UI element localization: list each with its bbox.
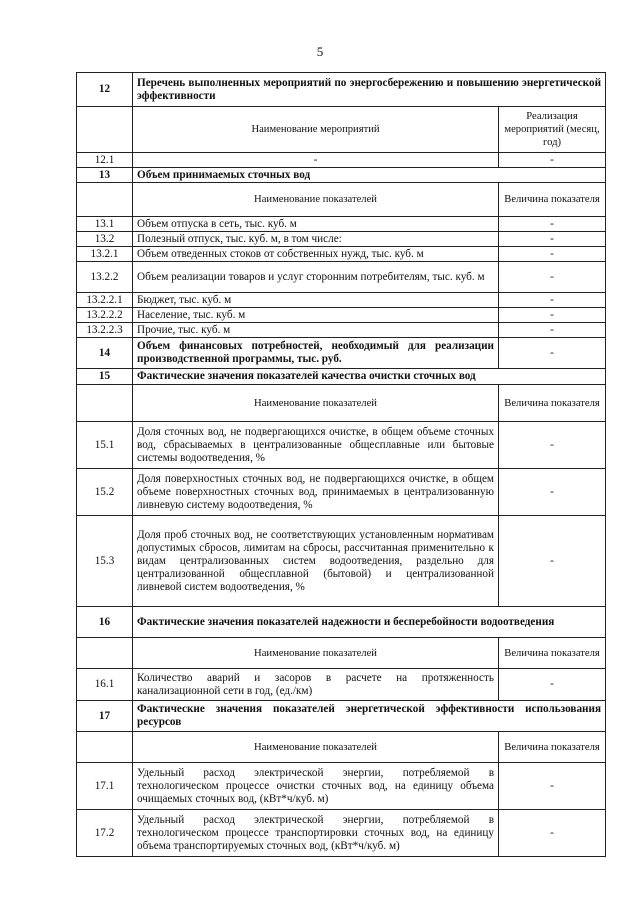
column-header-name: Наименование показателей <box>133 385 499 422</box>
column-header-name: Наименование показателей <box>133 638 499 669</box>
table-row <box>77 323 606 338</box>
row-value: - <box>499 262 606 293</box>
row-value: - <box>499 669 606 701</box>
section-title: Фактические значения показателей энергетической эффективности использования ресурсов <box>133 701 606 732</box>
row-text: Полезный отпуск, тыс. куб. м, в том числе: <box>133 232 499 247</box>
column-header-row <box>77 732 606 763</box>
section-title: Фактические значения показателей надежности и бесперебойности водоотведения <box>133 607 606 638</box>
row-number: 13.2.2.3 <box>77 323 133 338</box>
row-number: 13.2.2.2 <box>77 308 133 323</box>
table-row <box>77 469 606 516</box>
row-value: - <box>499 323 606 338</box>
table-row <box>77 217 606 232</box>
column-header-row <box>77 385 606 422</box>
row-text: Удельный расход электрической энергии, потребляемой в технологическом процессе очистки сточных вод, на единицу объема очищаемых сточных вод, (кВт*ч/куб. м) <box>133 763 499 810</box>
row-text: Объем отпуска в сеть, тыс. куб. м <box>133 217 499 232</box>
row-text: Объем отведенных стоков от собственных нужд, тыс. куб. м <box>133 247 499 262</box>
row-value: - <box>499 232 606 247</box>
row-text: Доля проб сточных вод, не соответствующих установленным нормативам допустимых сбросов, лимитам на сбросы, рассчитанная применительно к видам централизованных систем водоотведения, раздельно для централизованной общесплавной (бытовой) и централизованной ливневой систем водоотведения, % <box>133 516 499 607</box>
row-number: 15.2 <box>77 469 133 516</box>
row-value: - <box>499 293 606 308</box>
table-row <box>77 247 606 262</box>
empty-cell <box>77 107 133 153</box>
section-header-14 <box>77 338 606 369</box>
table-row <box>77 293 606 308</box>
empty-cell <box>77 385 133 422</box>
column-header-name: Наименование показателей <box>133 732 499 763</box>
section-title: Объем принимаемых сточных вод <box>133 168 606 183</box>
row-number: 15.3 <box>77 516 133 607</box>
table-row <box>77 810 606 857</box>
column-header-value: Величина показателя <box>499 385 606 422</box>
row-number: 17.2 <box>77 810 133 857</box>
column-header-row <box>77 638 606 669</box>
row-value: - <box>499 153 606 168</box>
row-text: Население, тыс. куб. м <box>133 308 499 323</box>
table-row <box>77 763 606 810</box>
row-number: 13.2.2.1 <box>77 293 133 308</box>
section-number: 14 <box>77 338 133 369</box>
section-number: 16 <box>77 607 133 638</box>
row-text: Количество аварий и засоров в расчете на протяженность канализационной сети в год, (ед./км) <box>133 669 499 701</box>
section-header-15 <box>77 369 606 385</box>
row-value: - <box>499 217 606 232</box>
column-header-row <box>77 107 606 153</box>
row-value: - <box>499 469 606 516</box>
table-row <box>77 516 606 607</box>
row-text: Бюджет, тыс. куб. м <box>133 293 499 308</box>
row-number: 13.1 <box>77 217 133 232</box>
column-header-row <box>77 183 606 217</box>
empty-cell <box>77 638 133 669</box>
row-text: Объем реализации товаров и услуг сторонним потребителям, тыс. куб. м <box>133 262 499 293</box>
row-text: Прочие, тыс. куб. м <box>133 323 499 338</box>
row-number: 13.2 <box>77 232 133 247</box>
indicators-table <box>76 72 606 857</box>
column-header-value: Величина показателя <box>499 638 606 669</box>
row-number: 16.1 <box>77 669 133 701</box>
row-value: - <box>499 810 606 857</box>
section-title: Перечень выполненных мероприятий по энергосбережению и повышению энергетической эффективности <box>133 73 606 107</box>
table-row <box>77 422 606 469</box>
row-value: - <box>499 308 606 323</box>
row-number: 13.2.1 <box>77 247 133 262</box>
section-header-17 <box>77 701 606 732</box>
row-number: 17.1 <box>77 763 133 810</box>
table-row <box>77 232 606 247</box>
row-number: 13.2.2 <box>77 262 133 293</box>
table-row <box>77 308 606 323</box>
empty-cell <box>77 183 133 217</box>
column-header-name: Наименование мероприятий <box>133 107 499 153</box>
row-text: Доля сточных вод, не подвергающихся очистке, в общем объеме сточных вод, сбрасываемых в централизованные общесплавные или бытовые системы водоотведения, % <box>133 422 499 469</box>
row-text: Доля поверхностных сточных вод, не подвергающихся очистке, в общем объеме поверхностных сточных вод, принимаемых в централизованную ливневую систему водоотведения, % <box>133 469 499 516</box>
section-number: 13 <box>77 168 133 183</box>
row-text: Удельный расход электрической энергии, потребляемой в технологическом процессе транспортировки сточных вод, на единицу объема транспортируемых сточных вод, (кВт*ч/куб. м) <box>133 810 499 857</box>
row-number: 15.1 <box>77 422 133 469</box>
column-header-value: Реализация мероприятий (месяц, год) <box>499 107 606 153</box>
section-number: 15 <box>77 369 133 385</box>
table-row <box>77 669 606 701</box>
row-value: - <box>499 516 606 607</box>
row-value: - <box>499 763 606 810</box>
row-number: 12.1 <box>77 153 133 168</box>
section-header-13 <box>77 168 606 183</box>
page-number: 5 <box>316 44 324 59</box>
column-header-name: Наименование показателей <box>133 183 499 217</box>
row-value: - <box>499 422 606 469</box>
column-header-value: Величина показателя <box>499 183 606 217</box>
table-row <box>77 153 606 168</box>
row-text: - <box>133 153 499 168</box>
empty-cell <box>77 732 133 763</box>
row-value: - <box>499 338 606 369</box>
row-value: - <box>499 247 606 262</box>
column-header-value: Величина показателя <box>499 732 606 763</box>
table-row <box>77 262 606 293</box>
section-number: 12 <box>77 73 133 107</box>
section-number: 17 <box>77 701 133 732</box>
section-header-12 <box>77 73 606 107</box>
section-title: Объем финансовых потребностей, необходимый для реализации производственной программы, тыс. руб. <box>133 338 499 369</box>
section-title: Фактические значения показателей качества очистки сточных вод <box>133 369 606 385</box>
section-header-16 <box>77 607 606 638</box>
